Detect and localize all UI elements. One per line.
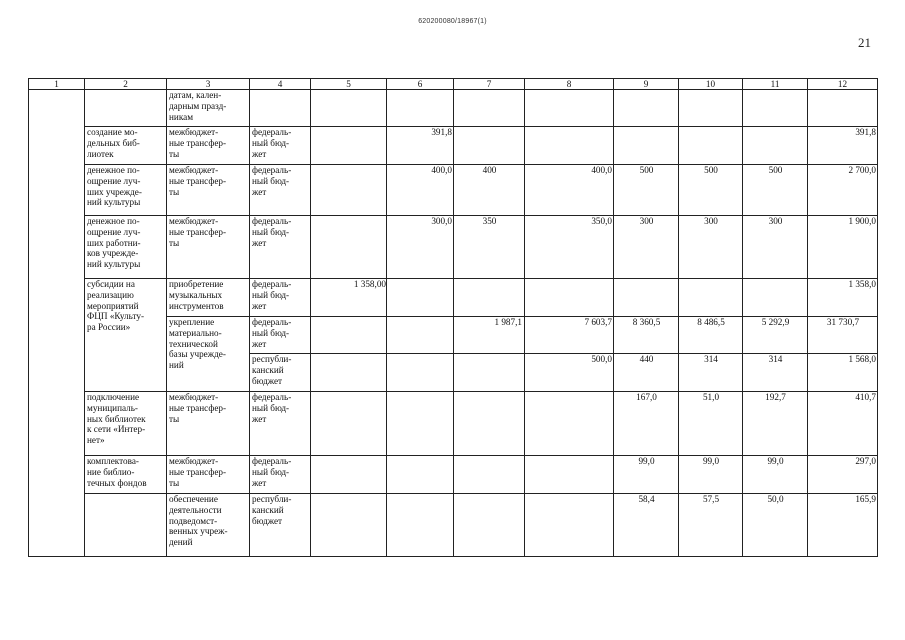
cell-source: федераль- ный бюд- жет [250, 456, 311, 494]
cell-c6 [387, 354, 454, 392]
cell-c12: 2 700,0 [808, 165, 878, 216]
cell-c5 [311, 494, 387, 557]
cell-c6: 300,0 [387, 216, 454, 279]
cell-c10: 8 486,5 [679, 317, 743, 354]
table-row [29, 127, 878, 165]
cell-c10: 314 [679, 354, 743, 392]
cell-source: республи- канский бюджет [250, 354, 311, 392]
table-row [29, 392, 878, 456]
cell-event: подключение муниципаль- ных библиотек к сети «Интер- нет» [85, 392, 167, 456]
cell-direction: межбюджет- ные трансфер- ты [167, 216, 250, 279]
cell-c9: 440 [614, 354, 679, 392]
cell-c11: 300 [743, 216, 808, 279]
cell-c6: 391,8 [387, 127, 454, 165]
cell-source: федераль- ный бюд- жет [250, 127, 311, 165]
cell-c12: 391,8 [808, 127, 878, 165]
cell-c12: 297,0 [808, 456, 878, 494]
cell-event: субсидии на реализацию мероприятий ФЦП «Культу- ра России» [85, 279, 167, 392]
col-header-1: 1 [29, 79, 85, 90]
col-header-2: 2 [85, 79, 167, 90]
cell-c7: 1 987,1 [454, 317, 525, 354]
cell-c7 [454, 456, 525, 494]
cell-c7 [454, 90, 525, 127]
cell-source [250, 90, 311, 127]
table-row [29, 90, 878, 127]
cell-source: федераль- ный бюд- жет [250, 317, 311, 354]
cell-c9 [614, 127, 679, 165]
cell-direction: приобретение музыкальных инструментов [167, 279, 250, 317]
cell-direction: укрепление материально- технической базы учрежде- ний [167, 317, 250, 392]
cell-c6 [387, 90, 454, 127]
col-header-11: 11 [743, 79, 808, 90]
cell-c10 [679, 90, 743, 127]
cell-c9: 99,0 [614, 456, 679, 494]
cell-c5 [311, 317, 387, 354]
document-id: 620200080/18967(1) [418, 18, 487, 25]
cell-c5 [311, 216, 387, 279]
cell-c6 [387, 392, 454, 456]
cell-event: денежное по- ощрение луч- ших работни- ков учрежде- ний культуры [85, 216, 167, 279]
cell-c7 [454, 354, 525, 392]
cell-c11: 50,0 [743, 494, 808, 557]
cell-c12: 1 568,0 [808, 354, 878, 392]
cell-c11: 500 [743, 165, 808, 216]
cell-c9: 500 [614, 165, 679, 216]
cell-c11: 99,0 [743, 456, 808, 494]
cell-c7: 350 [454, 216, 525, 279]
cell-c8 [525, 456, 614, 494]
cell-c5 [311, 127, 387, 165]
cell-c12: 1 900,0 [808, 216, 878, 279]
table-row [29, 216, 878, 279]
cell-c7 [454, 279, 525, 317]
cell-c5: 1 358,00 [311, 279, 387, 317]
cell-source: республи- канский бюджет [250, 494, 311, 557]
cell-direction: межбюджет- ные трансфер- ты [167, 165, 250, 216]
cell-c11 [743, 127, 808, 165]
table-row [29, 279, 878, 317]
cell-source: федераль- ный бюд- жет [250, 279, 311, 317]
cell-event: создание мо- дельных биб- лиотек [85, 127, 167, 165]
col-header-3: 3 [167, 79, 250, 90]
cell-event: комплектова- ние библио- течных фондов [85, 456, 167, 494]
cell-source: федераль- ный бюд- жет [250, 165, 311, 216]
cell-c8 [525, 90, 614, 127]
cell-c8 [525, 279, 614, 317]
cell-event [85, 494, 167, 557]
cell-c8 [525, 494, 614, 557]
cell-c5 [311, 354, 387, 392]
cell-c7: 400 [454, 165, 525, 216]
cell-c5 [311, 392, 387, 456]
cell-c5 [311, 165, 387, 216]
cell-source: федераль- ный бюд- жет [250, 216, 311, 279]
col-header-6: 6 [387, 79, 454, 90]
cell-c10: 57,5 [679, 494, 743, 557]
cell-c8 [525, 392, 614, 456]
cell-c11 [743, 90, 808, 127]
table-row [29, 456, 878, 494]
cell-direction: обеспечение деятельности подведомст- венных учреж- дений [167, 494, 250, 557]
cell-c10 [679, 127, 743, 165]
page-number: 21 [858, 35, 871, 50]
cell-source: федераль- ный бюд- жет [250, 392, 311, 456]
cell-c10: 99,0 [679, 456, 743, 494]
col-header-9: 9 [614, 79, 679, 90]
cell-direction: межбюджет- ные трансфер- ты [167, 456, 250, 494]
cell-direction: датам, кален- дарным празд- никам [167, 90, 250, 127]
cell-c10 [679, 279, 743, 317]
cell-c7 [454, 127, 525, 165]
cell-c8: 500,0 [525, 354, 614, 392]
cell-c6 [387, 456, 454, 494]
cell-c7 [454, 494, 525, 557]
cell-direction: межбюджет- ные трансфер- ты [167, 392, 250, 456]
cell-col1 [29, 90, 85, 557]
col-header-4: 4 [250, 79, 311, 90]
col-header-10: 10 [679, 79, 743, 90]
cell-c6 [387, 317, 454, 354]
budget-table [28, 78, 878, 557]
cell-c11: 314 [743, 354, 808, 392]
cell-c8 [525, 127, 614, 165]
header-row [29, 79, 878, 90]
cell-c6 [387, 494, 454, 557]
cell-c8: 350,0 [525, 216, 614, 279]
cell-c5 [311, 456, 387, 494]
col-header-12: 12 [808, 79, 878, 90]
cell-event: денежное по- ощрение луч- ших учрежде- ний культуры [85, 165, 167, 216]
cell-direction: межбюджет- ные трансфер- ты [167, 127, 250, 165]
cell-c7 [454, 392, 525, 456]
cell-c12 [808, 90, 878, 127]
cell-event [85, 90, 167, 127]
cell-c11 [743, 279, 808, 317]
cell-c9: 167,0 [614, 392, 679, 456]
table-row [29, 165, 878, 216]
cell-c10: 300 [679, 216, 743, 279]
cell-c9 [614, 279, 679, 317]
cell-c9: 8 360,5 [614, 317, 679, 354]
col-header-8: 8 [525, 79, 614, 90]
cell-c6 [387, 279, 454, 317]
cell-c11: 192,7 [743, 392, 808, 456]
cell-c9: 58,4 [614, 494, 679, 557]
cell-c11: 5 292,9 [743, 317, 808, 354]
col-header-5: 5 [311, 79, 387, 90]
cell-c8: 7 603,7 [525, 317, 614, 354]
cell-c6: 400,0 [387, 165, 454, 216]
cell-c9: 300 [614, 216, 679, 279]
col-header-7: 7 [454, 79, 525, 90]
cell-c12: 410,7 [808, 392, 878, 456]
cell-c10: 51,0 [679, 392, 743, 456]
table-row [29, 494, 878, 557]
cell-c12: 1 358,0 [808, 279, 878, 317]
cell-c12: 31 730,7 [808, 317, 878, 354]
cell-c5 [311, 90, 387, 127]
cell-c10: 500 [679, 165, 743, 216]
cell-c12: 165,9 [808, 494, 878, 557]
cell-c8: 400,0 [525, 165, 614, 216]
cell-c9 [614, 90, 679, 127]
